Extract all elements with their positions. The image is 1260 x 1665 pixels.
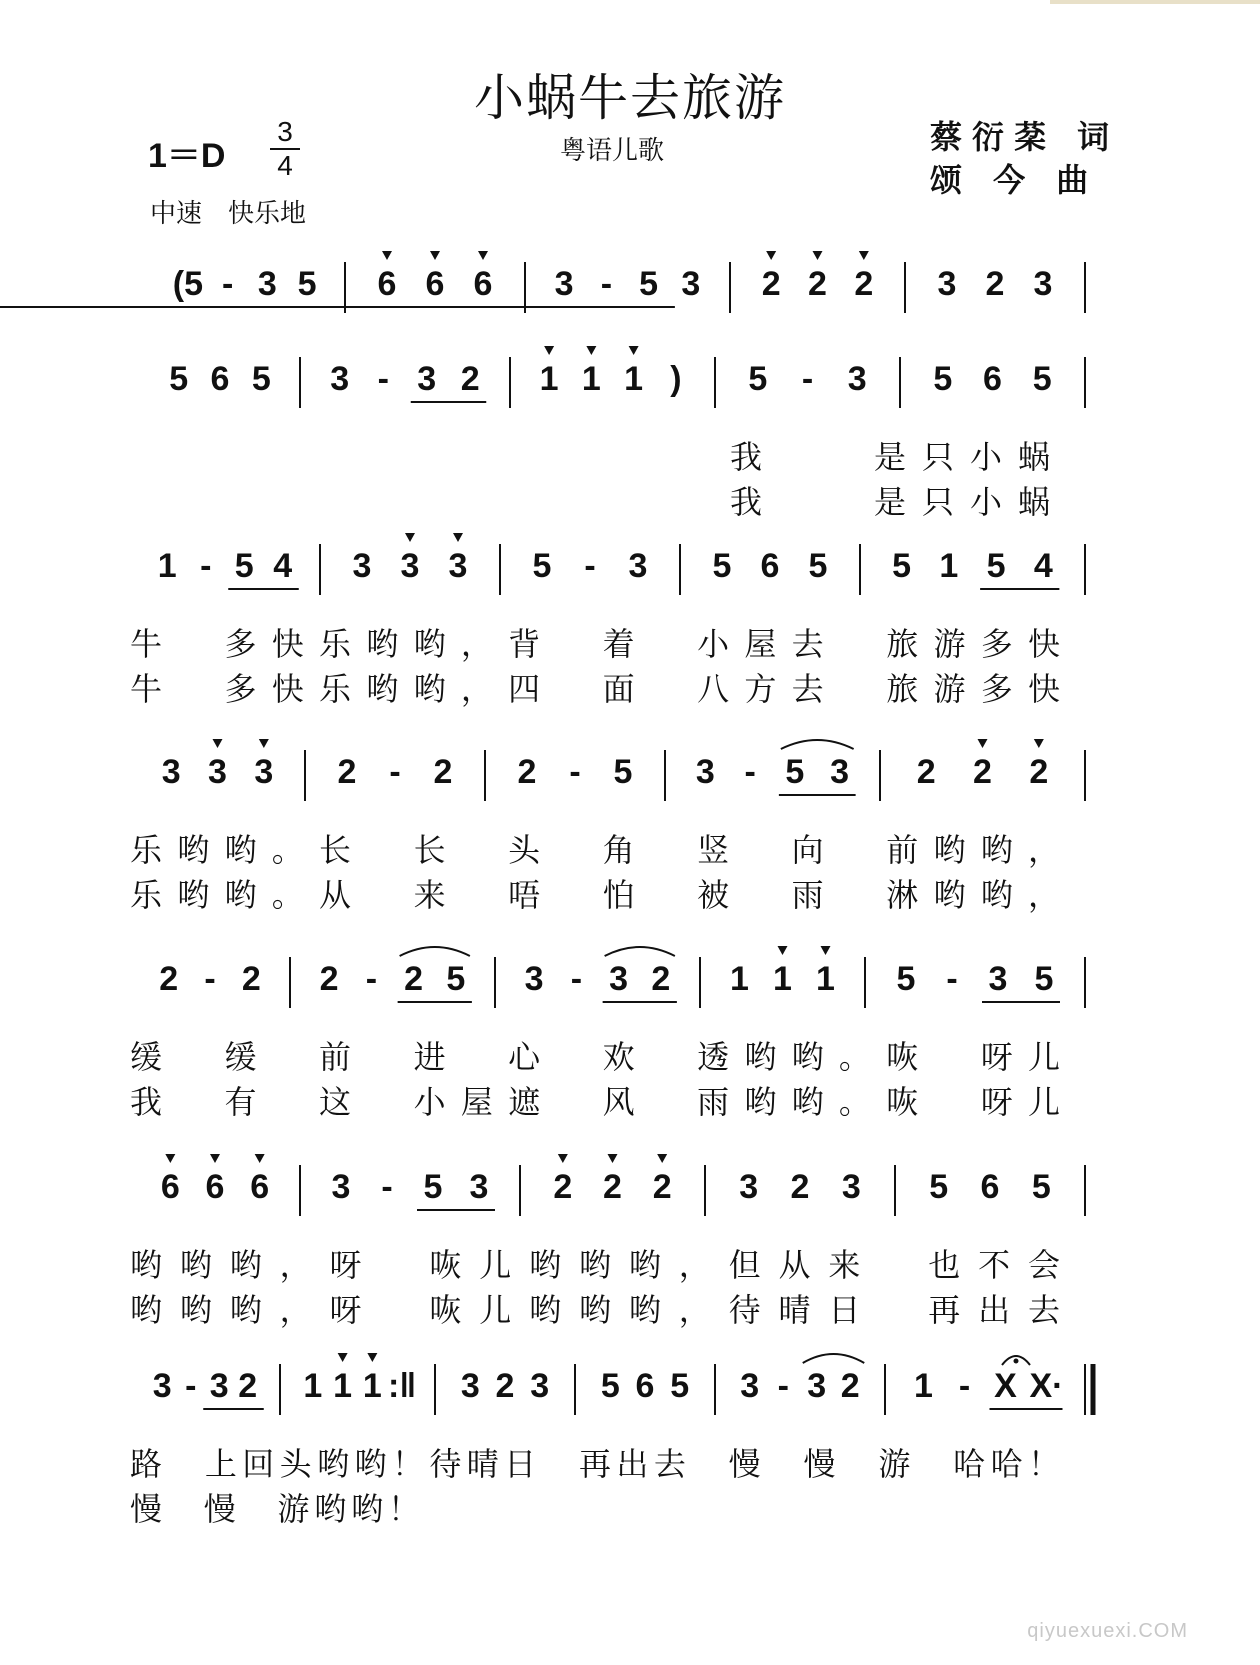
dash-note: - (946, 960, 958, 998)
note: 2 (840, 1367, 860, 1405)
accent-mark (213, 739, 223, 748)
dash-note: - (377, 360, 389, 398)
note: 3 (417, 360, 437, 398)
accent-mark (586, 346, 596, 355)
lyric-line: 我 是只小蜗 (730, 483, 1050, 521)
fermata-dot (1014, 1359, 1019, 1364)
accent-mark (430, 251, 440, 260)
note: 3 (330, 360, 350, 398)
accent-mark (608, 1154, 618, 1163)
accent-mark (405, 533, 415, 542)
tempo-marking: 中速 快乐地 (150, 199, 307, 229)
dash-note: - (801, 360, 814, 398)
lyric-line: 我 是只小蜗 (730, 438, 1050, 476)
slur (803, 1354, 865, 1363)
lyric-line: 缓 缓 前 进 心 欢 透哟哟。咴 呀儿 (130, 1038, 1060, 1076)
note: 2 (790, 1168, 810, 1206)
dash-note: - (389, 753, 401, 791)
accent-mark (778, 946, 788, 955)
slur (400, 947, 470, 956)
note: 2 (159, 960, 179, 998)
note: 5 (297, 265, 317, 303)
note: 6 (980, 1168, 1000, 1206)
accent-mark (382, 251, 392, 260)
note: 2 (319, 960, 339, 998)
meter-top: 3 (277, 116, 293, 147)
accent-mark (1034, 739, 1044, 748)
lyric-line: 乐哟哟。长 长 头 角 竖 向 前哟哟， (130, 831, 1060, 869)
note: 3 (352, 547, 372, 585)
note: 6 (760, 547, 780, 585)
note: X (994, 1367, 1017, 1405)
note: 3 (847, 360, 867, 398)
note: 5 (423, 1168, 443, 1206)
dash-note: - (365, 960, 378, 998)
note: 6 (205, 1168, 225, 1206)
note: 3 (988, 960, 1008, 998)
dash-note: - (185, 1367, 197, 1405)
note: 4 (273, 547, 293, 585)
accent-mark (859, 251, 869, 260)
note: 2 (404, 960, 424, 998)
note: 3 (830, 753, 850, 791)
lyric-line: 乐哟哟。从 来 唔 怕 被 雨 淋哟哟， (130, 876, 1060, 914)
note: 2 (460, 360, 480, 398)
genre-label: 粤语儿歌 (560, 136, 665, 166)
note: 6 (983, 360, 1002, 398)
note: 2 (761, 265, 781, 303)
note: 3 (554, 265, 574, 303)
note: 5 (933, 360, 953, 398)
note: 3 (331, 1168, 351, 1206)
note: 2 (985, 265, 1005, 303)
note: 6 (250, 1168, 270, 1206)
note: 6 (377, 265, 397, 303)
note: 3 (530, 1367, 550, 1405)
time-signature (270, 118, 300, 180)
note: 1 (939, 547, 959, 585)
accent-mark (210, 1154, 220, 1163)
note: 2 (433, 753, 453, 791)
note: 3 (460, 1367, 480, 1405)
note: 2 (973, 753, 992, 791)
note: 2 (553, 1168, 573, 1206)
note: 2 (651, 960, 671, 998)
accent-mark (558, 1154, 568, 1163)
lyric-line: 哟哟哟，呀 咴儿哟哟哟，待晴日 再出去 (130, 1291, 1060, 1329)
lyric-line: 我 有 这 小屋遮 风 雨哟哟。咴 呀儿 (130, 1083, 1060, 1121)
note: 5 (600, 1367, 620, 1405)
note: 3 (739, 1168, 759, 1206)
lyric-line: 牛 多快乐哟哟，背 着 小屋去 旅游多快 (130, 625, 1060, 663)
dash-note: - (204, 960, 216, 998)
note: 5 (613, 753, 633, 791)
note: 5 (169, 360, 189, 398)
note: (5 (172, 265, 203, 303)
accent-mark (978, 739, 988, 748)
lyric-line: 慢 慢 游哟哟！ (130, 1490, 420, 1528)
note: 3 (448, 547, 468, 585)
note: 4 (1033, 547, 1053, 585)
accent-mark (629, 346, 639, 355)
note: 3 (609, 960, 629, 998)
note: 2 (517, 753, 537, 791)
note: 1 (730, 960, 749, 998)
accent-mark (255, 1154, 265, 1163)
note: 1 (914, 1367, 933, 1405)
note: 6 (160, 1168, 180, 1206)
note: 3 (695, 753, 715, 791)
composer-credit: 颂 今 曲 (930, 161, 1099, 199)
dash-note: - (569, 753, 581, 791)
note: 1 (362, 1367, 382, 1405)
note: 2 (1029, 753, 1049, 791)
note: 5 (748, 360, 768, 398)
accent-mark (821, 946, 831, 955)
accent-mark (259, 739, 269, 748)
dash-note: - (570, 960, 583, 998)
note: 2 (854, 265, 874, 303)
note: 3 (740, 1367, 760, 1405)
slur (605, 947, 675, 956)
note: 5 (1031, 1168, 1051, 1206)
dash-note: - (777, 1367, 789, 1405)
note: 2 (652, 1168, 672, 1206)
lyric-line: 牛 多快乐哟哟，四 面 八方去 旅游多快 (130, 670, 1060, 708)
note: 5 (1034, 960, 1054, 998)
note: 5 (929, 1168, 949, 1206)
note: 5 (712, 547, 732, 585)
note: 2 (808, 265, 827, 303)
note: 3 (524, 960, 544, 998)
note: 3 (254, 753, 274, 791)
note: 6 (210, 360, 230, 398)
accent-mark (766, 251, 776, 260)
note: 3 (400, 547, 420, 585)
lyricist-credit: 蔡衍棻 词 (930, 118, 1120, 156)
note: 3 (1033, 265, 1053, 303)
watermark: qiyuexuexi.COM (1027, 1620, 1188, 1642)
note: 5 (892, 547, 912, 585)
dash-note: - (381, 1168, 393, 1206)
note: 6 (635, 1367, 655, 1405)
note: 1 (816, 960, 835, 998)
note: 1 (303, 1367, 323, 1405)
note: 3 (469, 1168, 489, 1206)
note: 5 (896, 960, 916, 998)
meter-bottom: 4 (277, 150, 293, 181)
note: 5 (1032, 360, 1052, 398)
note: 1 (333, 1367, 353, 1405)
note: 3 (628, 547, 648, 585)
note: 2 (337, 753, 357, 791)
note: 3 (807, 1367, 827, 1405)
note: 3 (208, 753, 227, 791)
note: 2 (916, 753, 936, 791)
note: 3 (841, 1168, 861, 1206)
note: 1 (539, 360, 559, 398)
note: :‖ (388, 1367, 417, 1405)
dash-note: - (744, 753, 756, 791)
accent-mark (338, 1353, 348, 1362)
accent-mark (453, 533, 463, 542)
note: 6 (425, 265, 445, 303)
note: 3 (257, 265, 277, 303)
note: 3 (152, 1367, 172, 1405)
dash-note: - (221, 265, 234, 303)
note: 2 (495, 1367, 515, 1405)
dash-note: - (600, 265, 613, 303)
note: 5 (986, 547, 1006, 585)
note: 3 (209, 1367, 229, 1405)
note: 5 (785, 753, 805, 791)
dash-note: - (584, 547, 596, 585)
note: 1 (581, 360, 601, 398)
accent-mark (165, 1154, 175, 1163)
dash-note: - (958, 1367, 971, 1405)
note: ) (670, 360, 682, 398)
note: 5 (234, 547, 254, 585)
accent-mark (544, 346, 554, 355)
note: 2 (238, 1367, 258, 1405)
dash-note: - (200, 547, 212, 585)
note: X· (1029, 1367, 1064, 1405)
note: 3 (681, 265, 701, 303)
top-edge-mark (1050, 0, 1260, 4)
note: 3 (937, 265, 957, 303)
note: 2 (241, 960, 261, 998)
note: 5 (251, 360, 271, 398)
note: 3 (161, 753, 181, 791)
score-line-7 (0, 1342, 1260, 1602)
note: 5 (446, 960, 466, 998)
key-signature: 1＝D (148, 137, 226, 175)
accent-mark (367, 1353, 377, 1362)
note: 6 (473, 265, 493, 303)
note: 1 (773, 960, 792, 998)
lyric-line: 哟哟哟，呀 咴儿哟哟哟，但从来 也不会 (130, 1246, 1060, 1284)
note: 1 (157, 547, 177, 585)
note: 5 (532, 547, 552, 585)
accent-mark (657, 1154, 667, 1163)
accent-mark (478, 251, 488, 260)
note: 5 (639, 265, 659, 303)
note: 5 (808, 547, 828, 585)
lyric-line: 路 上回头哟哟！待晴日 再出去 慢 慢 游 哈哈！ (130, 1445, 1060, 1483)
note: 5 (670, 1367, 690, 1405)
note: 2 (603, 1168, 622, 1206)
accent-mark (813, 251, 823, 260)
song-title: 小蜗牛去旅游 (474, 69, 786, 127)
note: 1 (624, 360, 644, 398)
slur (781, 740, 854, 749)
